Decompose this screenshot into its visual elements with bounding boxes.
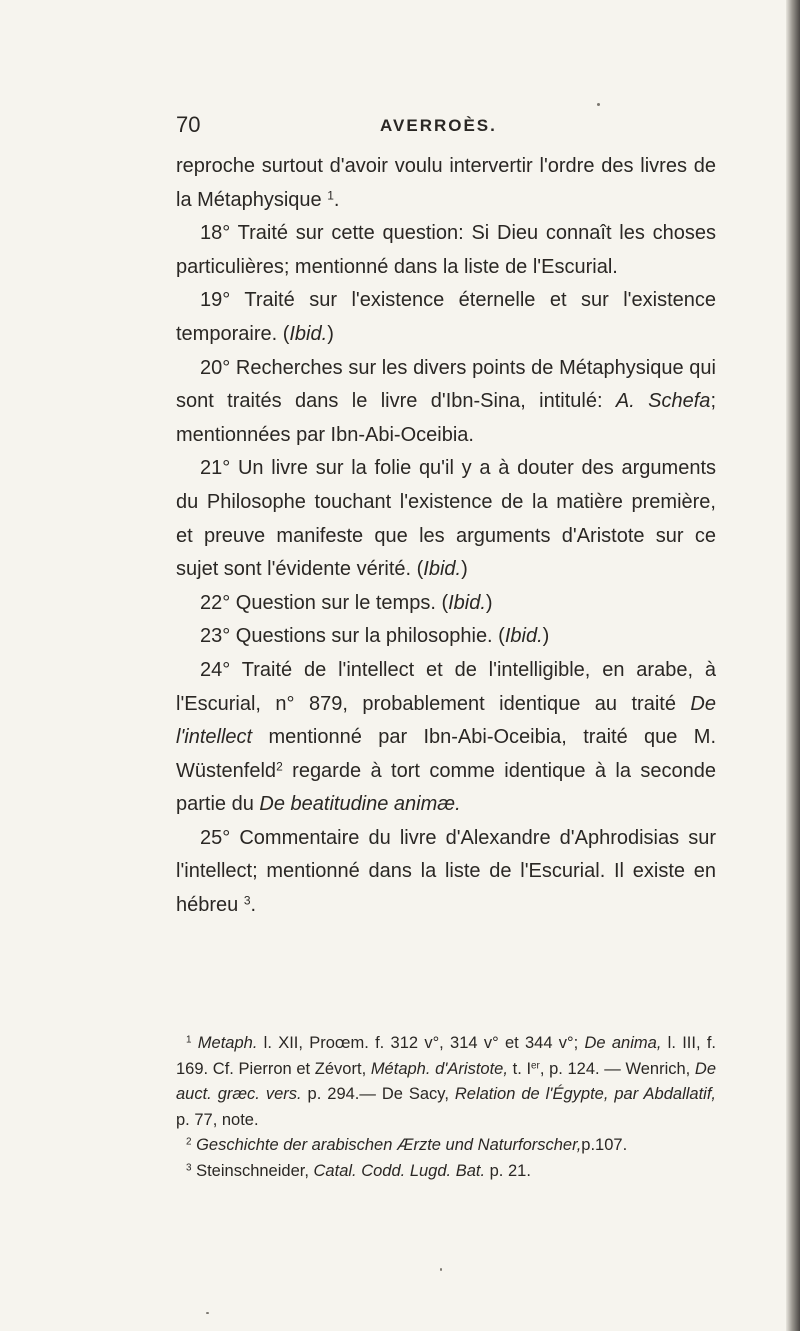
page-edge-shadow [786, 0, 800, 1331]
footnote-ref-1: 1 [327, 188, 334, 202]
page-number: 70 [176, 112, 201, 137]
item-19: 19° Traité sur l'existence éternelle et sur l'existence temporaire. (Ibid.) [176, 289, 716, 345]
page-header [176, 112, 716, 142]
item-20: 20° Recherches sur les divers points de Métaphysique qui sont traités dans le livre d'Ibn-Sina, intitulé: A. Schefa; mentionnées par Ibn-Abi-Oceibia. [176, 356, 716, 446]
footnote-ref-3: 3 [243, 893, 251, 908]
paper-speck [440, 1268, 442, 1271]
paper-speck [597, 103, 600, 106]
footnote-3: $^3$ Steinschneider, Catal. Codd. Lugd. Bat. p. 21. [186, 1161, 531, 1180]
running-head: AVERROÈS. [380, 116, 497, 135]
item-23: 23° Questions sur la philosophie. (Ibid.) [200, 625, 550, 648]
main-text [176, 150, 716, 923]
item-22: 22° Question sur le temps. (Ibid.) [200, 591, 493, 614]
footnote-1: $^1$ Metaph. l. XII, Proœm. f. 312 v°, 314 v° et 344 v°; De anima, l. III, f. 169. Cf. Pierron et Zévort, Métaph. d'Aristote, t. Ier, p. 124. — Wenrich, De auct. græc. vers. p. 294.— De Sacy, Relation de l'Égypte, par Abdallatif, p. 77, note. [176, 1034, 717, 1129]
footnotes [176, 1031, 716, 1184]
item-25: 25° Commentaire du livre d'Alexandre d'Aphrodisias sur l'intellect; mentionné dans la liste de l'Escurial. Il existe en hébreu $^3$. [176, 826, 716, 917]
paper-speck [206, 1312, 209, 1314]
item-24: 24° Traité de l'intellect et de l'intelligible, en arabe, à l'Escurial, n° 879, probablement identique au traité De l'intellect mentionné par Ibn-Abi-Oceibia, traité que M. Wüstenfeld$^2$ regarde à tort comme identique à la seconde partie du De beatitudine animæ. [176, 658, 716, 816]
footnote-2: $^2$ Geschichte der arabischen Ærzte und Naturforscher,p.107. [186, 1136, 628, 1154]
paragraph-continuation: reproche surtout d'avoir voulu intervertir l'ordre des livres de la Métaphysique $^1$. [176, 155, 716, 211]
item-21: 21° Un livre sur la folie qu'il y a à douter des arguments du Philosophe touchant l'existence de la matière première, et preuve manifeste que les arguments d'Aristote sur ce sujet sont l'évidente vérité. (Ibid.) [176, 457, 716, 581]
footnote-ref-2: 2 [276, 759, 283, 774]
item-18: 18° Traité sur cette question: Si Dieu connaît les choses particulières; mentionné dans la liste de l'Escurial. [176, 222, 716, 278]
